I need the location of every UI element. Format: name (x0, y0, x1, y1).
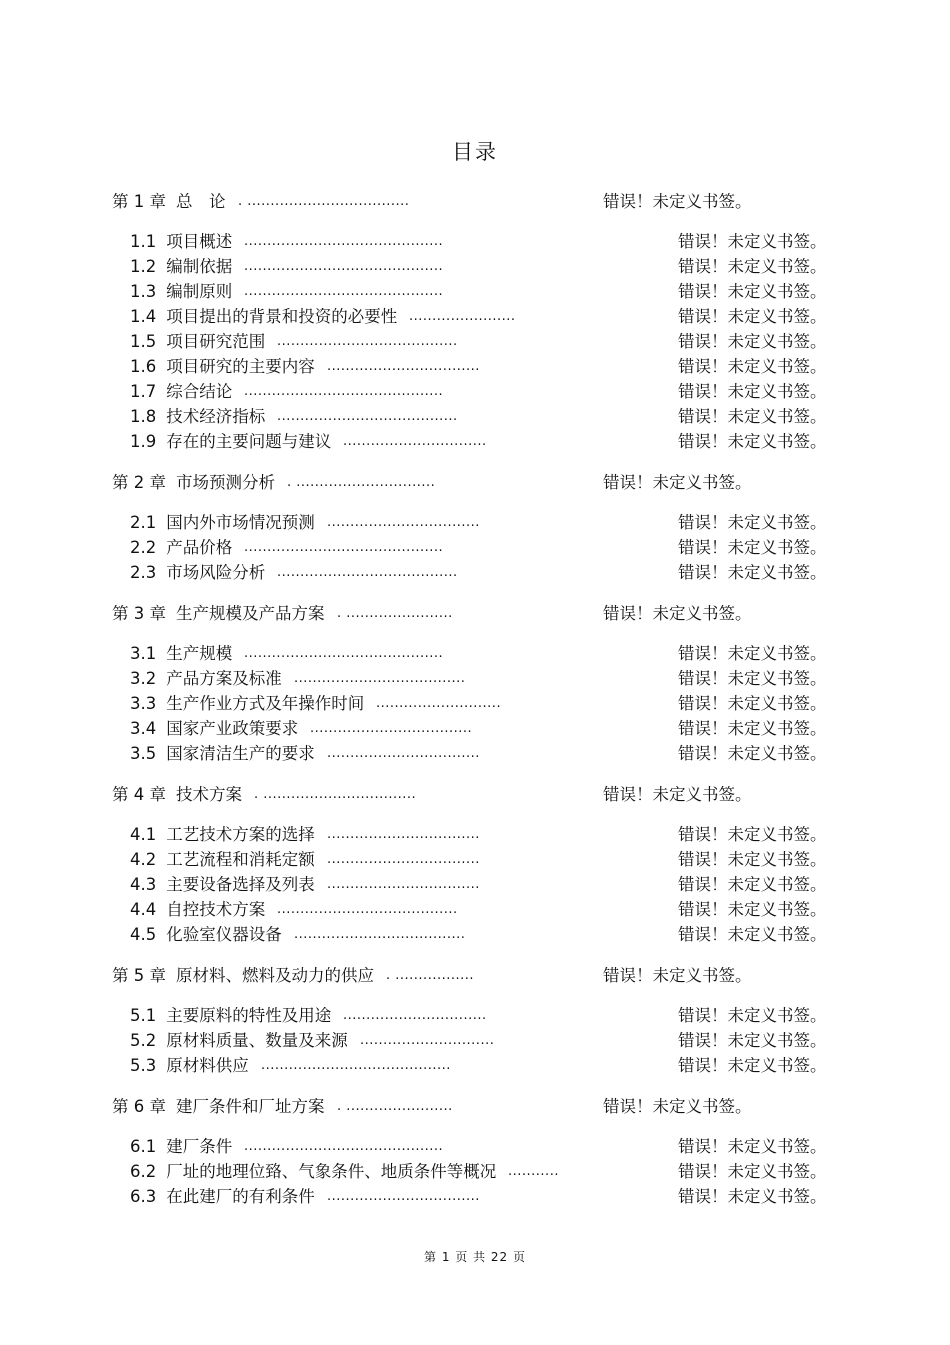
toc-section-entry[interactable] (130, 536, 835, 560)
toc-section-entry[interactable] (130, 405, 835, 429)
toc-leader-dots: ........................................... (244, 646, 444, 661)
toc-entry-number: 5.1 (130, 1006, 157, 1025)
toc-entry-number: 1.3 (130, 282, 157, 301)
toc-page-reference: 错误！未定义书签。 (678, 825, 827, 844)
toc-page-reference: 错误！未定义书签。 (603, 1097, 752, 1116)
toc-section-entry[interactable] (130, 898, 835, 922)
toc-page-reference: 错误！未定义书签。 (678, 669, 827, 688)
toc-leader-dots: . .............................. (287, 475, 436, 490)
toc-entry-title: 建厂条件 (166, 1137, 233, 1156)
toc-section-entry[interactable] (130, 923, 835, 947)
toc-section-entry[interactable] (130, 823, 835, 847)
toc-entry-number: 3.4 (130, 719, 157, 738)
toc-leader-dots: ............................... (343, 1008, 487, 1023)
toc-entry-title: 项目研究范围 (166, 332, 266, 351)
toc-page-reference: 错误！未定义书签。 (678, 1187, 827, 1206)
toc-leader-dots: ................................... (310, 721, 473, 736)
toc-entry-title: 市场预测分析 (176, 473, 275, 492)
toc-leader-dots: ................................. (327, 746, 480, 761)
toc-page-reference: 错误！未定义书签。 (678, 513, 827, 532)
toc-section-entry[interactable] (130, 430, 835, 454)
toc-section-entry[interactable] (130, 717, 835, 741)
toc-entry-number: 1.7 (130, 382, 157, 401)
toc-entry-number: 1.9 (130, 432, 157, 451)
toc-page-reference: 错误！未定义书签。 (678, 925, 827, 944)
toc-section-entry[interactable] (130, 1054, 835, 1078)
toc-entry-number: 2.1 (130, 513, 157, 532)
toc-section-entry[interactable] (130, 1185, 835, 1209)
toc-entry-title: 厂址的地理位臵、气象条件、地质条件等概况 (166, 1162, 497, 1181)
toc-leader-dots: . ................................. (254, 787, 417, 802)
toc-section-entry[interactable] (130, 873, 835, 897)
toc-section-entry[interactable] (130, 511, 835, 535)
toc-entry-number: 第 5 章 (112, 966, 166, 985)
toc-entry-number: 第 4 章 (112, 785, 166, 804)
toc-section-entry[interactable] (130, 305, 835, 329)
toc-leader-dots: ................................. (327, 877, 480, 892)
toc-entry-title: 工艺技术方案的选择 (166, 825, 315, 844)
toc-chapter-entry[interactable] (112, 602, 762, 626)
toc-entry-number: 5.3 (130, 1056, 157, 1075)
toc-leader-dots: ........................................... (244, 1139, 444, 1154)
toc-entry-title: 主要原料的特性及用途 (166, 1006, 332, 1025)
toc-page-reference: 错误！未定义书签。 (678, 307, 827, 326)
toc-leader-dots: ............................. (360, 1033, 495, 1048)
toc-leader-dots: . ................................... (238, 194, 410, 209)
toc-entry-title: 原材料供应 (166, 1056, 249, 1075)
toc-entry-number: 3.5 (130, 744, 157, 763)
toc-leader-dots: ..................................... (294, 671, 466, 686)
toc-entry-number: 1.4 (130, 307, 157, 326)
toc-leader-dots: ........................... (376, 696, 502, 711)
toc-leader-dots: ........................................... (244, 284, 444, 299)
toc-entry-title: 生产作业方式及年操作时间 (166, 694, 365, 713)
toc-page-reference: 错误！未定义书签。 (678, 694, 827, 713)
toc-entry-number: 6.3 (130, 1187, 157, 1206)
toc-leader-dots: ............................... (343, 434, 487, 449)
toc-section-entry[interactable] (130, 742, 835, 766)
toc-entry-title: 建厂条件和厂址方案 (176, 1097, 325, 1116)
toc-entry-number: 1.5 (130, 332, 157, 351)
toc-entry-title: 产品方案及标准 (166, 669, 282, 688)
toc-chapter-entry[interactable] (112, 964, 762, 988)
toc-section-entry[interactable] (130, 255, 835, 279)
toc-leader-dots: . ....................... (337, 606, 453, 621)
toc-entry-title: 国家产业政策要求 (166, 719, 299, 738)
toc-entry-title: 产品价格 (166, 538, 233, 557)
toc-entry-number: 4.5 (130, 925, 157, 944)
toc-page-reference: 错误！未定义书签。 (678, 1006, 827, 1025)
toc-entry-title: 项目提出的背景和投资的必要性 (166, 307, 398, 326)
toc-section-entry[interactable] (130, 355, 835, 379)
toc-entry-title: 化验室仪器设备 (166, 925, 282, 944)
toc-section-entry[interactable] (130, 561, 835, 585)
toc-leader-dots: ........................................... (244, 540, 444, 555)
toc-entry-number: 第 6 章 (112, 1097, 166, 1116)
toc-entry-number: 2.2 (130, 538, 157, 557)
toc-page-reference: 错误！未定义书签。 (603, 966, 752, 985)
toc-entry-number: 4.1 (130, 825, 157, 844)
toc-entry-title: 自控技术方案 (166, 900, 266, 919)
toc-page-reference: 错误！未定义书签。 (678, 382, 827, 401)
toc-leader-dots: ................................. (327, 1189, 480, 1204)
toc-entry-title: 国家清洁生产的要求 (166, 744, 315, 763)
toc-page-reference: 错误！未定义书签。 (678, 563, 827, 582)
toc-page-reference: 错误！未定义书签。 (678, 407, 827, 426)
toc-page-reference: 错误！未定义书签。 (678, 1162, 827, 1181)
toc-entry-number: 3.3 (130, 694, 157, 713)
toc-page-reference: 错误！未定义书签。 (603, 192, 752, 211)
toc-page-reference: 错误！未定义书签。 (678, 538, 827, 557)
toc-page-reference: 错误！未定义书签。 (678, 282, 827, 301)
toc-page-reference: 错误！未定义书签。 (678, 644, 827, 663)
toc-section-entry[interactable] (130, 280, 835, 304)
toc-entry-title: 生产规模及产品方案 (176, 604, 325, 623)
toc-section-entry[interactable] (130, 692, 835, 716)
toc-entry-title: 国内外市场情况预测 (166, 513, 315, 532)
toc-entry-number: 3.1 (130, 644, 157, 663)
toc-title: 目录 (452, 140, 498, 164)
toc-entry-title: 编制原则 (166, 282, 233, 301)
toc-entry-title: 生产规模 (166, 644, 233, 663)
toc-section-entry[interactable] (130, 848, 835, 872)
toc-entry-number: 1.1 (130, 232, 157, 251)
toc-entry-title: 综合结论 (166, 382, 233, 401)
toc-leader-dots: ....................................... (277, 902, 458, 917)
toc-chapter-entry[interactable] (112, 783, 762, 807)
toc-section-entry[interactable] (130, 667, 835, 691)
toc-page-reference: 错误！未定义书签。 (678, 744, 827, 763)
toc-entry-number: 1.2 (130, 257, 157, 276)
toc-leader-dots: ........................................... (244, 384, 444, 399)
toc-leader-dots: ....................................... (277, 334, 458, 349)
toc-page-reference: 错误！未定义书签。 (603, 604, 752, 623)
toc-section-entry[interactable] (130, 1160, 835, 1184)
toc-entry-number: 4.2 (130, 850, 157, 869)
toc-page-reference: 错误！未定义书签。 (678, 357, 827, 376)
toc-chapter-entry[interactable] (112, 471, 762, 495)
toc-leader-dots: . ....................... (337, 1099, 453, 1114)
toc-entry-number: 第 1 章 (112, 192, 166, 211)
toc-section-entry[interactable] (130, 1004, 835, 1028)
toc-entry-number: 3.2 (130, 669, 157, 688)
toc-page-reference: 错误！未定义书签。 (678, 1031, 827, 1050)
toc-leader-dots: ........................................... (244, 234, 444, 249)
toc-entry-title: 总 论 (176, 192, 226, 211)
toc-entry-title: 项目研究的主要内容 (166, 357, 315, 376)
toc-page-reference: 错误！未定义书签。 (603, 785, 752, 804)
toc-entry-number: 第 2 章 (112, 473, 166, 492)
toc-entry-number: 4.3 (130, 875, 157, 894)
toc-entry-number: 第 3 章 (112, 604, 166, 623)
toc-page-reference: 错误！未定义书签。 (603, 473, 752, 492)
toc-section-entry[interactable] (130, 380, 835, 404)
toc-entry-number: 4.4 (130, 900, 157, 919)
toc-leader-dots: ......................................... (261, 1058, 451, 1073)
toc-leader-dots: ................................. (327, 515, 480, 530)
toc-entry-number: 6.2 (130, 1162, 157, 1181)
page-footer: 第 1 页 共 22 页 (424, 1250, 526, 1264)
toc-entry-number: 1.8 (130, 407, 157, 426)
toc-leader-dots: ..................................... (294, 927, 466, 942)
toc-page-reference: 错误！未定义书签。 (678, 900, 827, 919)
toc-entry-title: 主要设备选择及列表 (166, 875, 315, 894)
toc-leader-dots: ....................... (409, 309, 516, 324)
toc-page-reference: 错误！未定义书签。 (678, 432, 827, 451)
toc-entry-title: 工艺流程和消耗定额 (166, 850, 315, 869)
toc-page-reference: 错误！未定义书签。 (678, 850, 827, 869)
toc-entry-number: 1.6 (130, 357, 157, 376)
toc-leader-dots: ........................................... (244, 259, 444, 274)
toc-entry-number: 5.2 (130, 1031, 157, 1050)
toc-section-entry[interactable] (130, 1029, 835, 1053)
toc-section-entry[interactable] (130, 642, 835, 666)
toc-entry-title: 技术方案 (176, 785, 242, 804)
toc-section-entry[interactable] (130, 230, 835, 254)
toc-page-reference: 错误！未定义书签。 (678, 1056, 827, 1075)
toc-chapter-entry[interactable] (112, 1095, 762, 1119)
toc-page-reference: 错误！未定义书签。 (678, 257, 827, 276)
toc-entry-title: 在此建厂的有利条件 (166, 1187, 315, 1206)
toc-entry-title: 技术经济指标 (166, 407, 266, 426)
toc-entry-number: 2.3 (130, 563, 157, 582)
toc-chapter-entry[interactable] (112, 190, 762, 214)
toc-entry-title: 项目概述 (166, 232, 233, 251)
toc-entry-title: 原材料质量、数量及来源 (166, 1031, 348, 1050)
toc-entry-title: 存在的主要问题与建议 (166, 432, 332, 451)
toc-leader-dots: ................................. (327, 359, 480, 374)
toc-leader-dots: ........... (508, 1164, 559, 1179)
toc-leader-dots: . ................. (386, 968, 475, 983)
toc-entry-title: 原材料、燃料及动力的供应 (176, 966, 374, 985)
toc-entry-title: 市场风险分析 (166, 563, 266, 582)
toc-section-entry[interactable] (130, 330, 835, 354)
toc-page-reference: 错误！未定义书签。 (678, 719, 827, 738)
toc-section-entry[interactable] (130, 1135, 835, 1159)
toc-entry-number: 6.1 (130, 1137, 157, 1156)
toc-leader-dots: ................................. (327, 852, 480, 867)
toc-leader-dots: ....................................... (277, 409, 458, 424)
toc-page-reference: 错误！未定义书签。 (678, 1137, 827, 1156)
toc-entry-title: 编制依据 (166, 257, 233, 276)
toc-page-reference: 错误！未定义书签。 (678, 232, 827, 251)
toc-page-reference: 错误！未定义书签。 (678, 332, 827, 351)
toc-leader-dots: ................................. (327, 827, 480, 842)
toc-leader-dots: ....................................... (277, 565, 458, 580)
toc-page-reference: 错误！未定义书签。 (678, 875, 827, 894)
